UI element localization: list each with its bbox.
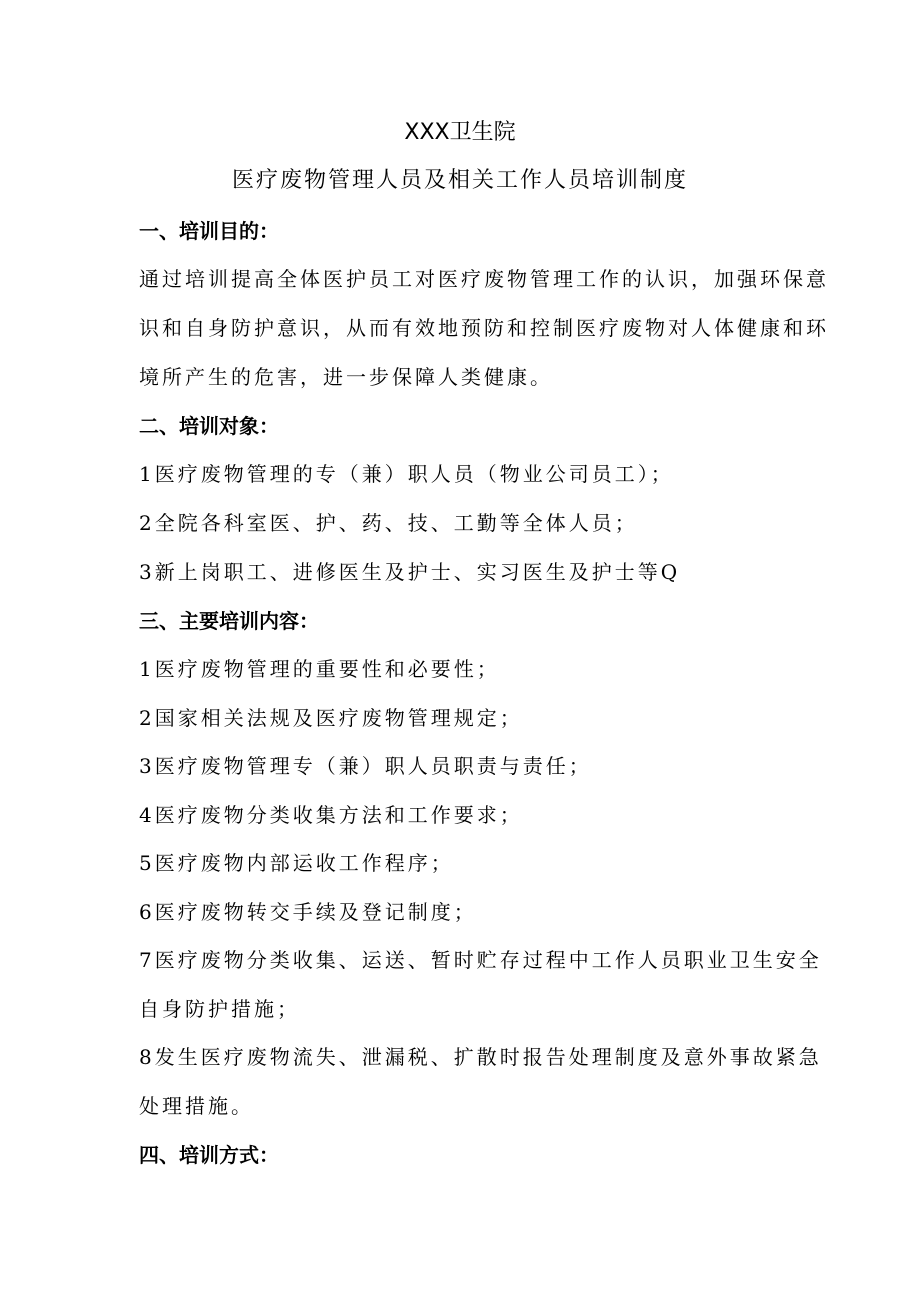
content-item-8-line-1: 8发生医疗废物流失、泄漏税、扩散时报告处理制度及意外事故紧急 <box>139 1045 822 1069</box>
document-title: 医疗废物管理人员及相关工作人员培训制度 <box>231 168 688 193</box>
content-item-8-line-2: 处理措施。 <box>139 1094 254 1118</box>
content-item-1: 1医疗废物管理的重要性和必要性； <box>139 657 500 681</box>
organization-title: XXX卫生院 <box>404 120 516 145</box>
content-item-3: 3医疗废物管理专（兼）职人员职责与责任； <box>139 754 592 778</box>
content-item-5: 5医疗废物内部运收工作程序； <box>139 851 454 875</box>
purpose-line-3: 境所产生的危害，进一步保障人类健康。 <box>139 365 553 389</box>
section-heading-content: 三、主要培训内容： <box>139 609 319 633</box>
content-item-7-line-1: 7医疗废物分类收集、运送、暂时贮存过程中工作人员职业卫生安全 <box>139 948 822 972</box>
purpose-line-2: 识和自身防护意识，从而有效地预防和控制医疗废物对人体健康和环 <box>139 316 829 340</box>
audience-item-3: 3新上岗职工、进修医生及护士、实习医生及护士等Q <box>139 560 681 584</box>
section-heading-audience: 二、培训对象： <box>139 414 279 438</box>
content-item-6: 6医疗废物转交手续及登记制度； <box>139 900 477 924</box>
section-heading-method: 四、培训方式： <box>139 1143 279 1167</box>
section-heading-purpose: 一、培训目的： <box>139 219 279 243</box>
purpose-line-1: 通过培训提高全体医护员工对医疗废物管理工作的认识，加强环保意 <box>139 267 829 291</box>
content-item-2: 2国家相关法规及医疗废物管理规定； <box>139 706 523 730</box>
audience-item-1: 1医疗废物管理的专（兼）职人员（物业公司员工）； <box>139 462 674 486</box>
content-item-4: 4医疗废物分类收集方法和工作要求； <box>139 803 523 827</box>
audience-item-2: 2全院各科室医、护、药、技、工勤等全体人员； <box>139 511 638 535</box>
content-item-7-line-2: 自身防护措施； <box>139 997 300 1021</box>
